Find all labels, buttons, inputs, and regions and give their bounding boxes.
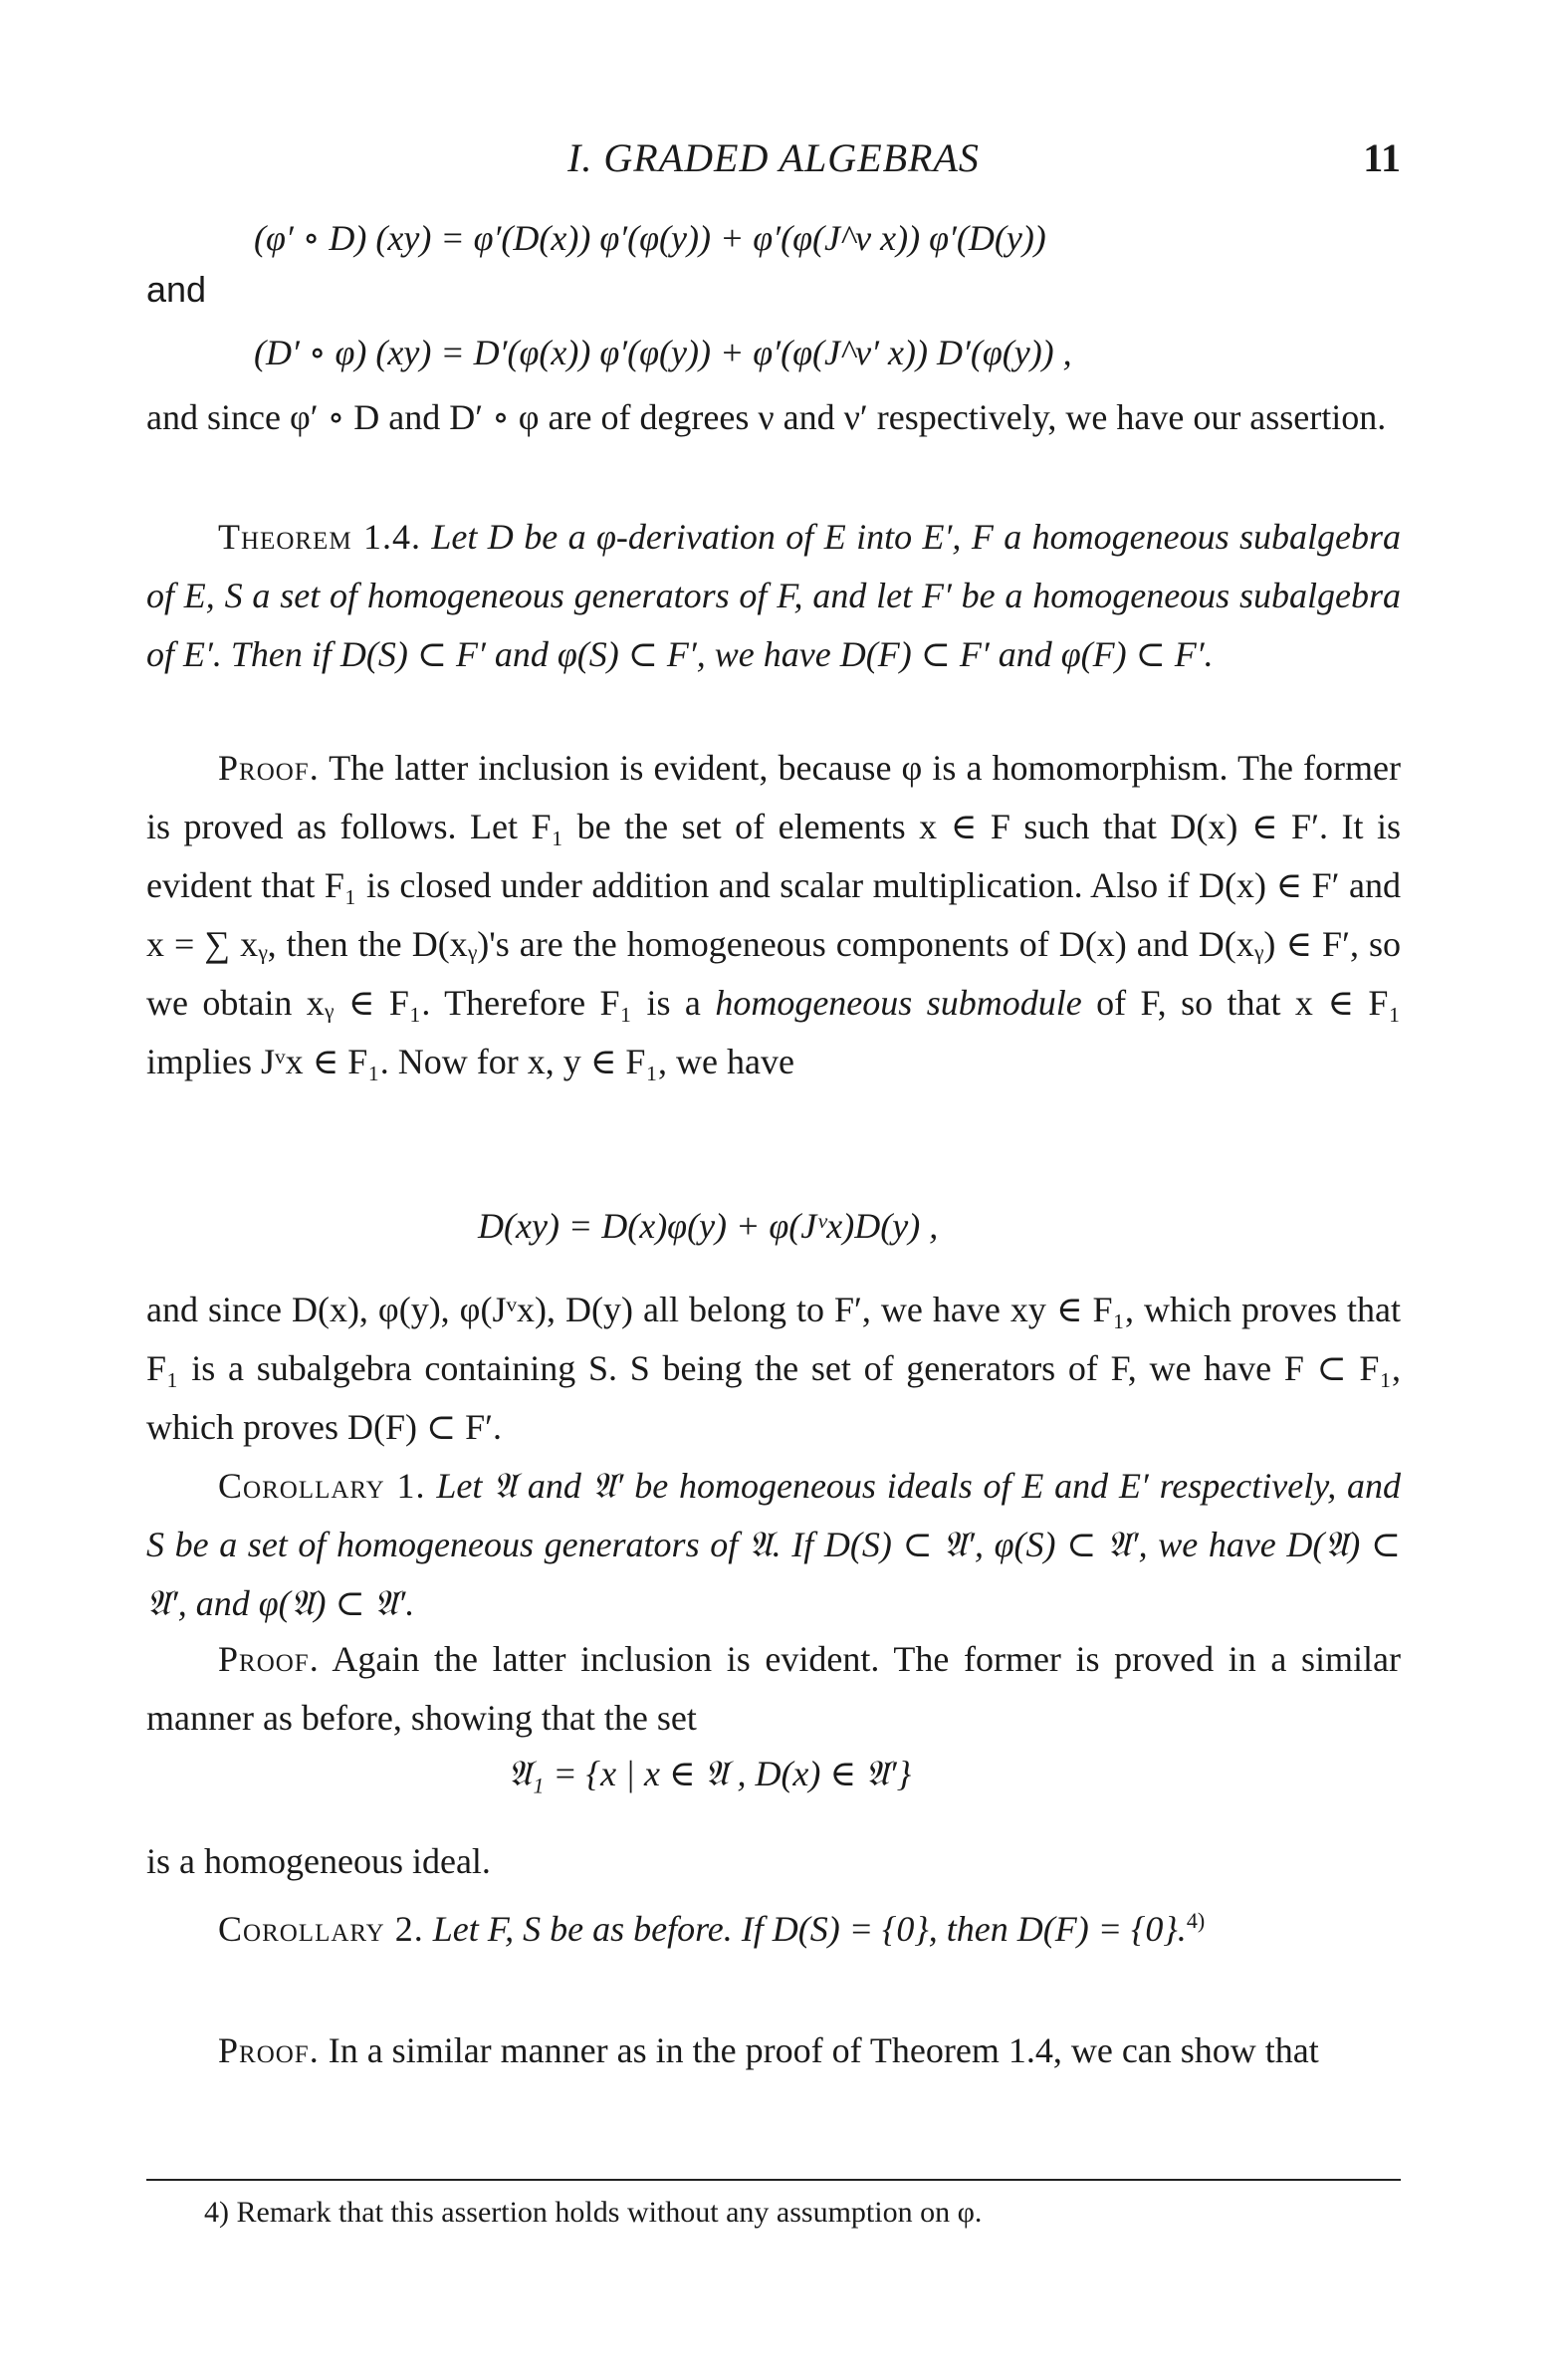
- proof-corollary-2: [146, 2021, 1401, 2080]
- proof-2-conclusion: [146, 1832, 1401, 1891]
- corollary-2: [146, 1891, 1401, 1959]
- equation-2: (D′ ∘ φ) (xy) = D′(φ(x)) φ′(φ(y)) + φ′(φ(J^ν′ x)) D′(φ(y)) ,: [254, 333, 1072, 372]
- proof-2-paragraph: [146, 1630, 1401, 1748]
- proof-theorem: [146, 739, 1401, 1091]
- footnote-reference[interactable]: 4): [1186, 1908, 1206, 1933]
- proof-continuation: [146, 1281, 1401, 1457]
- proof-paragraph: [146, 739, 1401, 1091]
- proof-label: Proof.: [218, 748, 320, 788]
- theorem-1-4: [146, 508, 1401, 684]
- footnote-divider: [146, 2179, 1401, 2181]
- theorem-statement: Let D be a φ-derivation of E into E′, F a homogeneous subalgebra of E, S a set of homogeneous generators of F, and let F′ be a homogeneous subalgebra of E′. Then if D(S) ⊂ F′ and φ(S) ⊂ F′, we have D(F) ⊂ F′ and φ(F) ⊂ F′.: [146, 517, 1402, 674]
- proof-text-c: and since D(x), φ(y), φ(Jᵛx), D(y) all belong to F′, we have xy ∈ F₁, which proves that F₁ is a subalgebra containing S. S being the set of generators of F, we have F ⊂ F₁, which proves D(F) ⊂ F′.: [146, 1290, 1401, 1447]
- corollary-1: [146, 1457, 1401, 1633]
- corollary-2-statement: Let F, S be as before. If D(S) = {0}, then D(F) = {0}.: [432, 1909, 1187, 1949]
- corollary-1-statement: Let 𝔄 and 𝔄′ be homogeneous ideals of E and E′ respectively, and S be a set of homogeneous generators of 𝔄. If D(S) ⊂ 𝔄′, φ(S) ⊂ 𝔄′, we have D(𝔄) ⊂ 𝔄′, and φ(𝔄) ⊂ 𝔄′.: [146, 1466, 1401, 1623]
- proof-3-label: Proof.: [218, 2030, 320, 2070]
- running-head: I. GRADED ALGEBRAS: [567, 135, 980, 180]
- footnote-number: 4): [204, 2196, 229, 2229]
- ideal-equation: 𝔄₁ = {x | x ∈ 𝔄 , D(x) ∈ 𝔄′}: [508, 1754, 912, 1793]
- proof-3-text: In a similar manner as in the proof of Theorem 1.4, we can show that: [328, 2030, 1319, 2070]
- corollary-2-paragraph: [146, 1891, 1401, 1959]
- theorem-paragraph: [146, 508, 1401, 684]
- proof-2-label: Proof.: [218, 1639, 320, 1679]
- page-header: [146, 134, 1401, 194]
- equation-1: (φ′ ∘ D) (xy) = φ′(D(x)) φ′(φ(y)) + φ′(φ(J^ν x)) φ′(D(y)): [254, 218, 1046, 258]
- footnote-text: Remark that this assertion holds without any assumption on φ.: [236, 2196, 983, 2229]
- proof-2-after: is a homogeneous ideal.: [146, 1841, 491, 1881]
- proof-2-text: Again the latter inclusion is evident. The former is proved in a similar manner as before, showing that the set: [146, 1639, 1402, 1738]
- page-number: 11: [1363, 135, 1401, 180]
- proof-corollary-1: [146, 1630, 1401, 1748]
- proof-text-a: The latter inclusion is evident, because φ is a homomorphism. The former is proved as follows. Let F₁ be the set of elements x ∈ F such that D(x) ∈ F′. It is evident that F₁ is closed under addition and scalar multiplication. Also if D(x) ∈ F′ and x = ∑ xᵧ, then the D(xᵧ)'s are the homogeneous components of D(x) and D(xᵧ) ∈ F′, so we obtain xᵧ ∈ F₁. Therefore F₁ is a: [146, 748, 1401, 1023]
- paragraph-assertion: [146, 388, 1401, 447]
- proof-emphasis: homogeneous submodule: [715, 983, 1082, 1023]
- corollary-2-label: Corollary 2.: [218, 1909, 424, 1949]
- theorem-label: Theorem 1.4.: [218, 517, 421, 557]
- corollary-1-paragraph: [146, 1457, 1401, 1633]
- and-connector: and: [146, 269, 207, 310]
- footnote: [204, 2191, 982, 2235]
- proof-3-paragraph: [146, 2021, 1401, 2080]
- proof-equation: D(xy) = D(x)φ(y) + φ(Jᵛx)D(y) ,: [478, 1206, 939, 1246]
- corollary-1-label: Corollary 1.: [218, 1466, 426, 1506]
- proof-text-b: of F, so that x ∈ F₁ implies Jᵛx ∈ F₁. Now for x, y ∈ F₁, we have: [146, 983, 1401, 1081]
- paragraph-text: and since φ′ ∘ D and D′ ∘ φ are of degrees ν and ν′ respectively, we have our assertion.: [146, 397, 1387, 437]
